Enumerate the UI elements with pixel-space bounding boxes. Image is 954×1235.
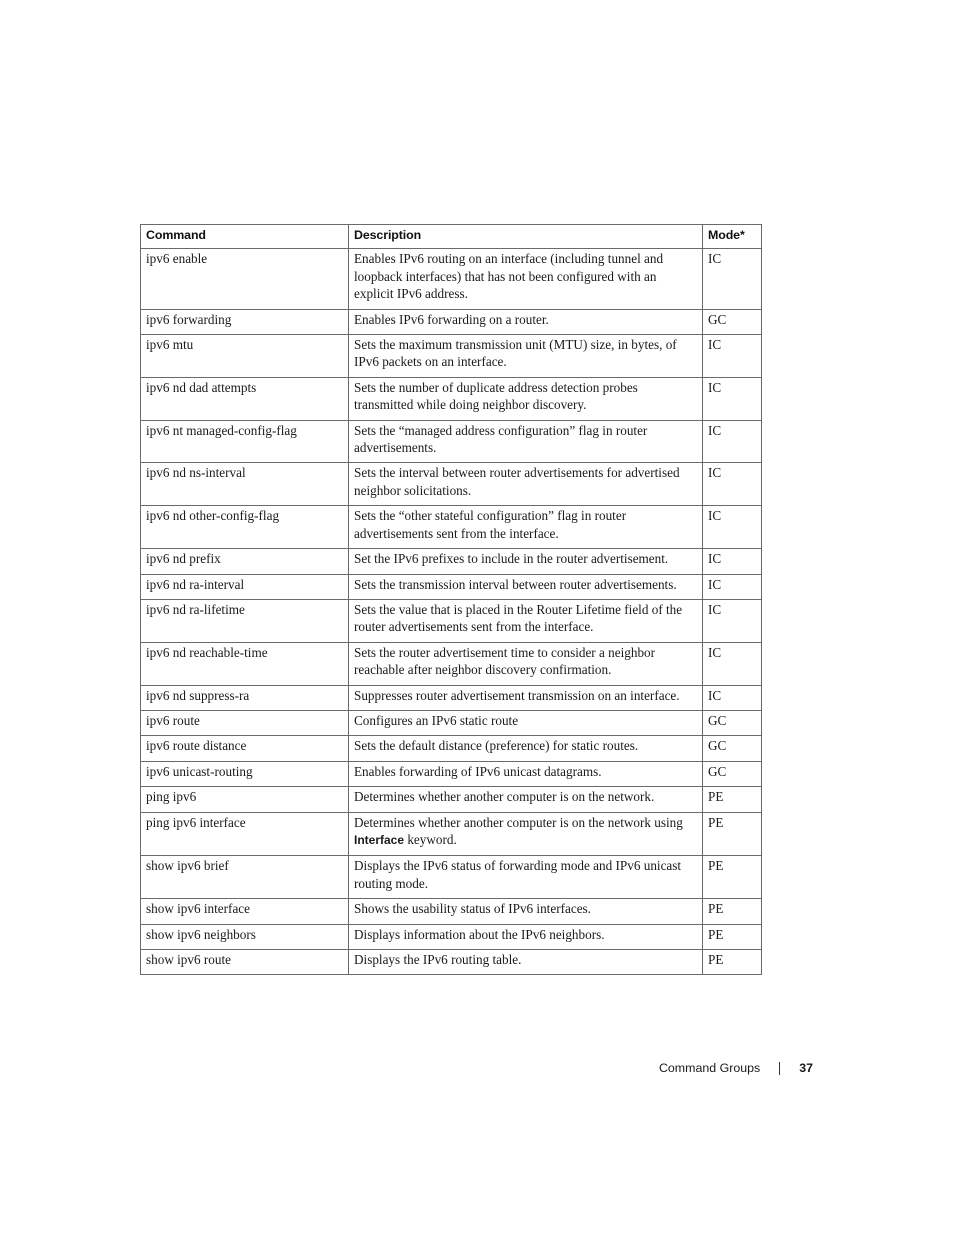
table-row (141, 420, 762, 463)
description-cell: Sets the router advertisement time to consider a neighbor reachable after neighbor discovery confirmation. (349, 642, 703, 685)
mode-cell: IC (703, 574, 762, 599)
table-row (141, 377, 762, 420)
command-cell: show ipv6 interface (141, 899, 349, 924)
mode-cell: IC (703, 642, 762, 685)
command-cell: ipv6 route (141, 710, 349, 735)
mode-cell: IC (703, 335, 762, 378)
description-cell: Suppresses router advertisement transmission on an interface. (349, 685, 703, 710)
command-cell: show ipv6 route (141, 950, 349, 975)
mode-cell: PE (703, 899, 762, 924)
description-cell: Enables IPv6 routing on an interface (including tunnel and loopback interfaces) that has not been configured with an explicit IPv6 address. (349, 249, 703, 309)
column-header-mode: Mode* (703, 225, 762, 249)
command-cell: ipv6 nd ra-interval (141, 574, 349, 599)
command-table (140, 224, 762, 975)
mode-cell: PE (703, 856, 762, 899)
command-cell: ipv6 nd ra-lifetime (141, 599, 349, 642)
mode-cell: PE (703, 924, 762, 949)
table-row (141, 685, 762, 710)
mode-cell: IC (703, 506, 762, 549)
table-row (141, 549, 762, 574)
footer-divider (779, 1062, 780, 1075)
description-cell: Sets the value that is placed in the Router Lifetime field of the router advertisements sent from the interface. (349, 599, 703, 642)
mode-cell: IC (703, 549, 762, 574)
description-text: Determines whether another computer is on the network using (354, 814, 683, 830)
description-cell: Sets the number of duplicate address detection probes transmitted while doing neighbor discovery. (349, 377, 703, 420)
table-row (141, 710, 762, 735)
table-row (141, 812, 762, 856)
description-cell: Set the IPv6 prefixes to include in the router advertisement. (349, 549, 703, 574)
column-header-description: Description (349, 225, 703, 249)
command-cell: ipv6 forwarding (141, 309, 349, 334)
table-row (141, 506, 762, 549)
mode-cell: GC (703, 761, 762, 786)
table-header-row (141, 225, 762, 249)
command-cell: ipv6 nd other-config-flag (141, 506, 349, 549)
mode-cell: IC (703, 685, 762, 710)
table-row (141, 924, 762, 949)
command-cell: show ipv6 neighbors (141, 924, 349, 949)
mode-cell: PE (703, 787, 762, 812)
table-row (141, 856, 762, 899)
description-cell: Displays the IPv6 status of forwarding mode and IPv6 unicast routing mode. (349, 856, 703, 899)
table-row (141, 787, 762, 812)
description-cell (349, 812, 703, 856)
table-row (141, 736, 762, 761)
command-cell: ipv6 nd ns-interval (141, 463, 349, 506)
mode-cell: GC (703, 710, 762, 735)
description-cell: Determines whether another computer is on the network. (349, 787, 703, 812)
mode-cell: IC (703, 249, 762, 309)
column-header-command: Command (141, 225, 349, 249)
table-row (141, 463, 762, 506)
command-cell: ipv6 route distance (141, 736, 349, 761)
mode-cell: PE (703, 950, 762, 975)
table-row (141, 761, 762, 786)
description-cell: Sets the default distance (preference) for static routes. (349, 736, 703, 761)
keyword-text: Interface (354, 832, 405, 847)
description-cell: Sets the interval between router advertisements for advertised neighbor solicitations. (349, 463, 703, 506)
description-cell: Displays the IPv6 routing table. (349, 950, 703, 975)
description-cell: Sets the “other stateful configuration” flag in router advertisements sent from the interface. (349, 506, 703, 549)
command-cell: show ipv6 brief (141, 856, 349, 899)
description-text-after: keyword. (404, 831, 457, 847)
mode-cell: IC (703, 463, 762, 506)
command-cell: ipv6 unicast-routing (141, 761, 349, 786)
mode-cell: GC (703, 736, 762, 761)
command-cell: ipv6 nd dad attempts (141, 377, 349, 420)
mode-cell: IC (703, 377, 762, 420)
description-cell: Sets the “managed address configuration” flag in router advertisements. (349, 420, 703, 463)
description-cell: Configures an IPv6 static route (349, 710, 703, 735)
description-cell: Sets the maximum transmission unit (MTU) size, in bytes, of IPv6 packets on an interface. (349, 335, 703, 378)
description-cell: Sets the transmission interval between router advertisements. (349, 574, 703, 599)
page-number: 37 (799, 1061, 813, 1075)
footer-section-title: Command Groups (658, 1061, 761, 1075)
table-row (141, 899, 762, 924)
command-cell: ipv6 nd prefix (141, 549, 349, 574)
mode-cell: IC (703, 420, 762, 463)
table-row (141, 950, 762, 975)
command-cell: ipv6 nd reachable-time (141, 642, 349, 685)
command-cell: ping ipv6 interface (141, 812, 349, 856)
description-cell: Enables forwarding of IPv6 unicast datagrams. (349, 761, 703, 786)
table-row (141, 249, 762, 309)
mode-cell: IC (703, 599, 762, 642)
table-row (141, 574, 762, 599)
table-row (141, 309, 762, 334)
mode-cell: GC (703, 309, 762, 334)
table-body (141, 249, 762, 975)
description-cell: Shows the usability status of IPv6 interfaces. (349, 899, 703, 924)
mode-cell: PE (703, 812, 762, 856)
description-cell: Displays information about the IPv6 neighbors. (349, 924, 703, 949)
command-cell: ping ipv6 (141, 787, 349, 812)
description-cell: Enables IPv6 forwarding on a router. (349, 309, 703, 334)
command-cell: ipv6 nd suppress-ra (141, 685, 349, 710)
command-cell: ipv6 enable (141, 249, 349, 309)
command-cell: ipv6 nt managed-config-flag (141, 420, 349, 463)
table-row (141, 599, 762, 642)
command-cell: ipv6 mtu (141, 335, 349, 378)
table-row (141, 642, 762, 685)
table-row (141, 335, 762, 378)
page-footer (659, 1061, 813, 1075)
